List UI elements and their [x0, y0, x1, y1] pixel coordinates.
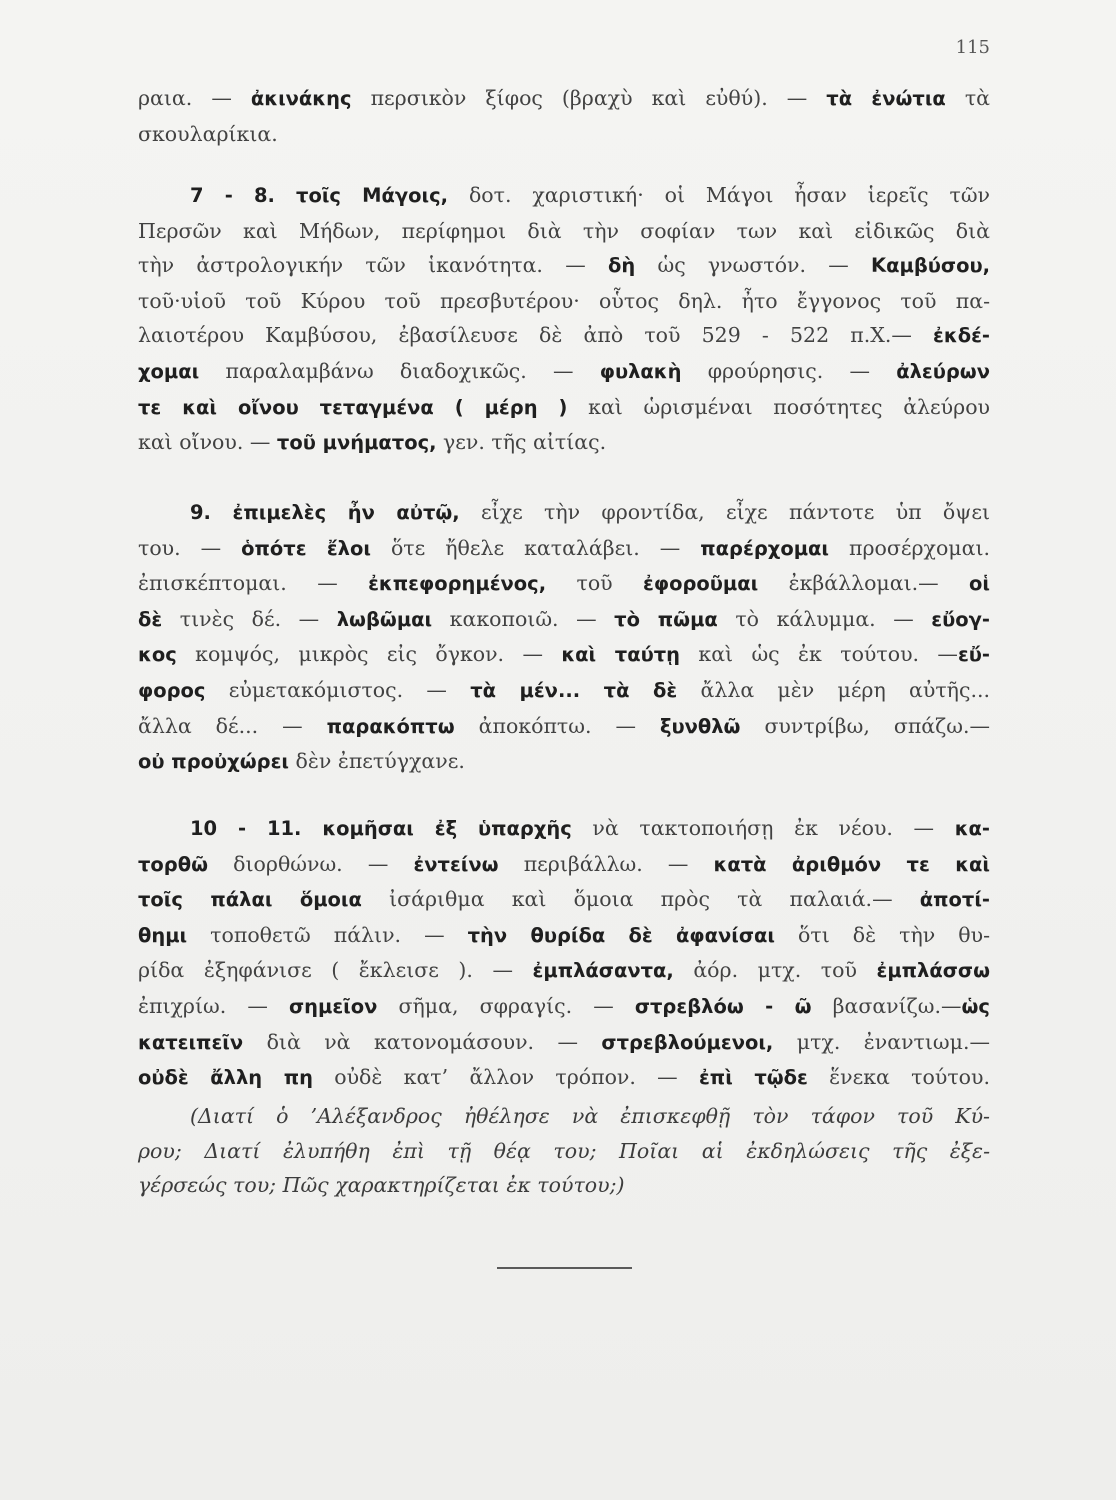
headword-term: ὁπότε ἔλοι	[241, 536, 371, 560]
headword-term: στρεβλούμενοι,	[601, 1030, 774, 1054]
gloss-text: διὰ νὰ κατονομάσουν. —	[243, 1029, 602, 1054]
headword-term: ἐμπλάσσω	[876, 959, 990, 983]
text-line	[138, 637, 990, 673]
headword-term: ἀκινάκης	[250, 87, 352, 110]
headword-term: φυλακὴ	[599, 359, 682, 383]
gloss-text: φρούρησις. —	[681, 358, 897, 383]
headword-term: κατειπεῖν	[138, 1030, 244, 1054]
headword-term: ἐκπεφορημένος,	[368, 572, 547, 596]
gloss-text: ἐκβάλλομαι.—	[758, 571, 970, 596]
gloss-text: τοῦ	[546, 571, 644, 596]
headword-term: ἀποτί-	[919, 888, 990, 912]
gloss-text: περιβάλλω. —	[498, 851, 714, 876]
headword-term: ἐφοροῦμαι	[643, 572, 759, 596]
gloss-text: προσέρχομαι.	[829, 535, 991, 560]
text-line	[138, 1134, 990, 1169]
text-line	[138, 117, 990, 152]
headword-term: κατὰ ἀριθμόν τε καὶ	[713, 852, 990, 876]
text-line	[138, 81, 990, 117]
text-line	[138, 602, 990, 638]
gloss-text: γεν. τῆς αἰτίας.	[436, 430, 607, 455]
text-line	[138, 495, 990, 531]
gloss-text: ραια. —	[138, 86, 251, 110]
headword-term: στρεβλόω - ῶ	[634, 994, 812, 1018]
continuation-paragraph	[138, 81, 990, 151]
text-line	[138, 178, 990, 214]
headword-term: τοῦ μνήματος,	[276, 431, 437, 455]
headword-term: οἱ	[969, 572, 990, 596]
headword-term: ἐκδέ-	[933, 324, 990, 348]
headword-term: τε καὶ οἴνου τεταγμένα ( μέρη )	[138, 395, 568, 419]
headword-term: ἐντείνω	[413, 852, 499, 876]
headword-term: χομαι	[138, 359, 200, 383]
gloss-text: εὐμετακόμιστος. —	[205, 677, 471, 702]
gloss-text: συντρίβω, σπάζω.—	[740, 713, 990, 738]
gloss-text: τὸ κάλυμμα. —	[717, 606, 932, 631]
gloss-text: εἶχε τὴν φροντίδα, εἶχε πάντοτε ὑπ ὄψει	[459, 500, 990, 524]
text-line	[138, 531, 990, 567]
text-line	[138, 744, 990, 780]
headword-term: 9. ἐπιμελὲς ἦν αὐτῷ,	[190, 501, 460, 524]
gloss-text: ἕνεκα τούτου.	[807, 1065, 990, 1090]
questions-paragraph	[138, 1099, 990, 1203]
text-line	[138, 709, 990, 745]
question-text: γέρσεώς του; Πῶς χαρακτηρίζεται ἐκ τούτου;)	[138, 1173, 625, 1198]
gloss-text: ρίδα ἐξηφάνισε ( ἔκλεισε ). —	[138, 958, 533, 983]
gloss-text: ὡς γνωστόν. —	[635, 253, 872, 278]
headword-term: λωβῶμαι	[336, 607, 433, 631]
text-line	[138, 847, 990, 883]
entry-paragraph-9	[138, 495, 990, 780]
headword-term: ἀλεύρων	[896, 359, 990, 383]
gloss-text: τοῦ·υἱοῦ τοῦ Κύρου τοῦ πρεσβυτέρου· οὗτος δηλ. ἦτο ἔγγονος τοῦ πα-	[138, 288, 990, 313]
headword-term: θημι	[138, 923, 188, 947]
gloss-text: μτχ. ἐναντιωμ.—	[773, 1029, 990, 1054]
gloss-text: ἄλλα μὲν μέρη αὐτῆς...	[677, 677, 990, 702]
section-divider-rule	[497, 1267, 632, 1269]
text-line	[138, 354, 990, 390]
gloss-text: τὴν ἀστρολογικήν τῶν ἱκανότητα. —	[138, 253, 608, 278]
gloss-text: διορθώνω. —	[208, 851, 414, 876]
gloss-text: ἐπιχρίω. —	[138, 993, 289, 1018]
headword-term: σημεῖον	[288, 994, 378, 1018]
question-text: ρου; Διατί ἐλυπήθη ἐπὶ τῇ θέᾳ του; Ποῖαι αἱ ἐκδηλώσεις τῆς ἐξε-	[138, 1138, 990, 1163]
gloss-text: τὰ	[945, 86, 990, 110]
gloss-text: κομψός, μικρὸς εἰς ὄγκον. —	[176, 642, 562, 667]
text-line	[138, 953, 990, 989]
text-line	[138, 989, 990, 1025]
headword-term: εὔ-	[957, 643, 991, 667]
text-line	[138, 882, 990, 918]
headword-term: παρακόπτω	[326, 714, 455, 738]
headword-term: 7 - 8. τοῖς Μάγοις,	[190, 184, 449, 207]
gloss-text: Περσῶν καὶ Μήδων, περίφημοι διὰ τὴν σοφίαν των καὶ εἰδικῶς διὰ	[138, 218, 990, 243]
headword-term: τοῖς πάλαι ὅμοια	[138, 888, 362, 912]
gloss-text: κακοποιῶ. —	[432, 606, 615, 631]
gloss-text: δὲν ἐπετύγχανε.	[289, 749, 465, 774]
gloss-text: ἀποκόπτω. —	[454, 713, 660, 738]
text-line	[138, 425, 990, 461]
text-line	[138, 1025, 990, 1061]
gloss-text: δοτ. χαριστική· οἱ Μάγοι ἦσαν ἱερεῖς τῶν	[448, 183, 991, 207]
gloss-text: λαιοτέρου Καμβύσου, ἐβασίλευσε δὲ ἀπὸ τοῦ 529 - 522 π.Χ.—	[138, 323, 934, 348]
text-line	[138, 1060, 990, 1096]
gloss-text: ἐπισκέπτομαι. —	[138, 571, 369, 596]
headword-term: τὰ μέν... τὰ δὲ	[470, 678, 678, 702]
headword-term: οὐ προὐχώρει	[138, 750, 289, 774]
headword-term: δὴ	[607, 254, 636, 278]
gloss-text: καὶ οἴνου. —	[138, 430, 277, 455]
headword-term: τὴν θυρίδα δὲ ἀφανίσαι	[467, 923, 775, 947]
gloss-text: τοποθετῶ πάλιν. —	[187, 922, 468, 947]
page-number: 115	[955, 37, 990, 58]
entry-paragraph-7-8	[138, 178, 990, 461]
headword-term: κα-	[954, 817, 990, 840]
text-line	[138, 248, 990, 284]
headword-term: Καμβύσου,	[871, 254, 990, 278]
question-text: (Διατί ὁ ’Αλέξανδρος ἠθέλησε νὰ ἐπισκεφθῇ τὸν τάφον τοῦ Κύ-	[190, 1104, 990, 1128]
gloss-text: τινὲς δέ. —	[162, 606, 337, 631]
headword-term: ξυνθλῶ	[659, 714, 741, 738]
headword-term: καὶ ταύτῃ	[561, 643, 681, 667]
text-line	[138, 390, 990, 426]
headword-term: εὔογ-	[931, 607, 990, 631]
gloss-text: ὅτι δὲ τὴν θυ-	[775, 922, 990, 947]
headword-term: παρέρχομαι	[700, 536, 829, 560]
headword-term: οὐδὲ ἄλλη πη	[138, 1066, 313, 1090]
gloss-text: παραλαμβάνω διαδοχικῶς. —	[199, 358, 600, 383]
headword-term: ὡς	[961, 994, 990, 1018]
headword-term: τορθῶ	[138, 852, 209, 876]
gloss-text: ἄλλα δέ... —	[138, 713, 327, 738]
text-line	[138, 1168, 990, 1203]
headword-term: φορος	[138, 678, 206, 702]
gloss-text: νὰ τακτοποιήσῃ ἐκ νέου. —	[571, 816, 955, 840]
headword-term: ἐπὶ τῷδε	[698, 1066, 808, 1090]
gloss-text: βασανίζω.—	[811, 993, 962, 1018]
gloss-text: ἀόρ. μτχ. τοῦ	[673, 958, 877, 983]
headword-term: δὲ	[138, 607, 163, 631]
headword-term: κος	[138, 643, 177, 667]
headword-term: 10 - 11. κομῆσαι ἐξ ὑπαρχῆς	[190, 817, 572, 840]
headword-term: τὸ πῶμα	[614, 607, 718, 631]
text-line	[138, 318, 990, 354]
entry-paragraph-10-11	[138, 811, 990, 1096]
text-line	[138, 214, 990, 249]
text-line	[138, 1099, 990, 1134]
gloss-text: σκουλαρίκια.	[138, 121, 278, 146]
gloss-text: περσικὸν ξίφος (βραχὺ καὶ εὐθύ). —	[351, 86, 827, 110]
gloss-text: καὶ ὡρισμέναι ποσότητες ἀλεύρου	[567, 394, 990, 419]
gloss-text: σῆμα, σφραγίς. —	[377, 993, 635, 1018]
text-line	[138, 284, 990, 319]
gloss-text: του. —	[138, 535, 242, 560]
text-line	[138, 918, 990, 954]
text-line	[138, 811, 990, 847]
text-line	[138, 673, 990, 709]
headword-term: ἐμπλάσαντα,	[532, 959, 674, 983]
headword-term: τὰ ἐνώτια	[826, 87, 946, 110]
gloss-text: οὐδὲ κατ’ ἄλλον τρόπον. —	[312, 1065, 699, 1090]
gloss-text: ἰσάριθμα καὶ ὅμοια πρὸς τὰ παλαιά.—	[361, 887, 920, 912]
gloss-text: καὶ ὡς ἐκ τούτου. —	[680, 642, 958, 667]
text-line	[138, 566, 990, 602]
gloss-text: ὅτε ἤθελε καταλάβει. —	[370, 535, 701, 560]
